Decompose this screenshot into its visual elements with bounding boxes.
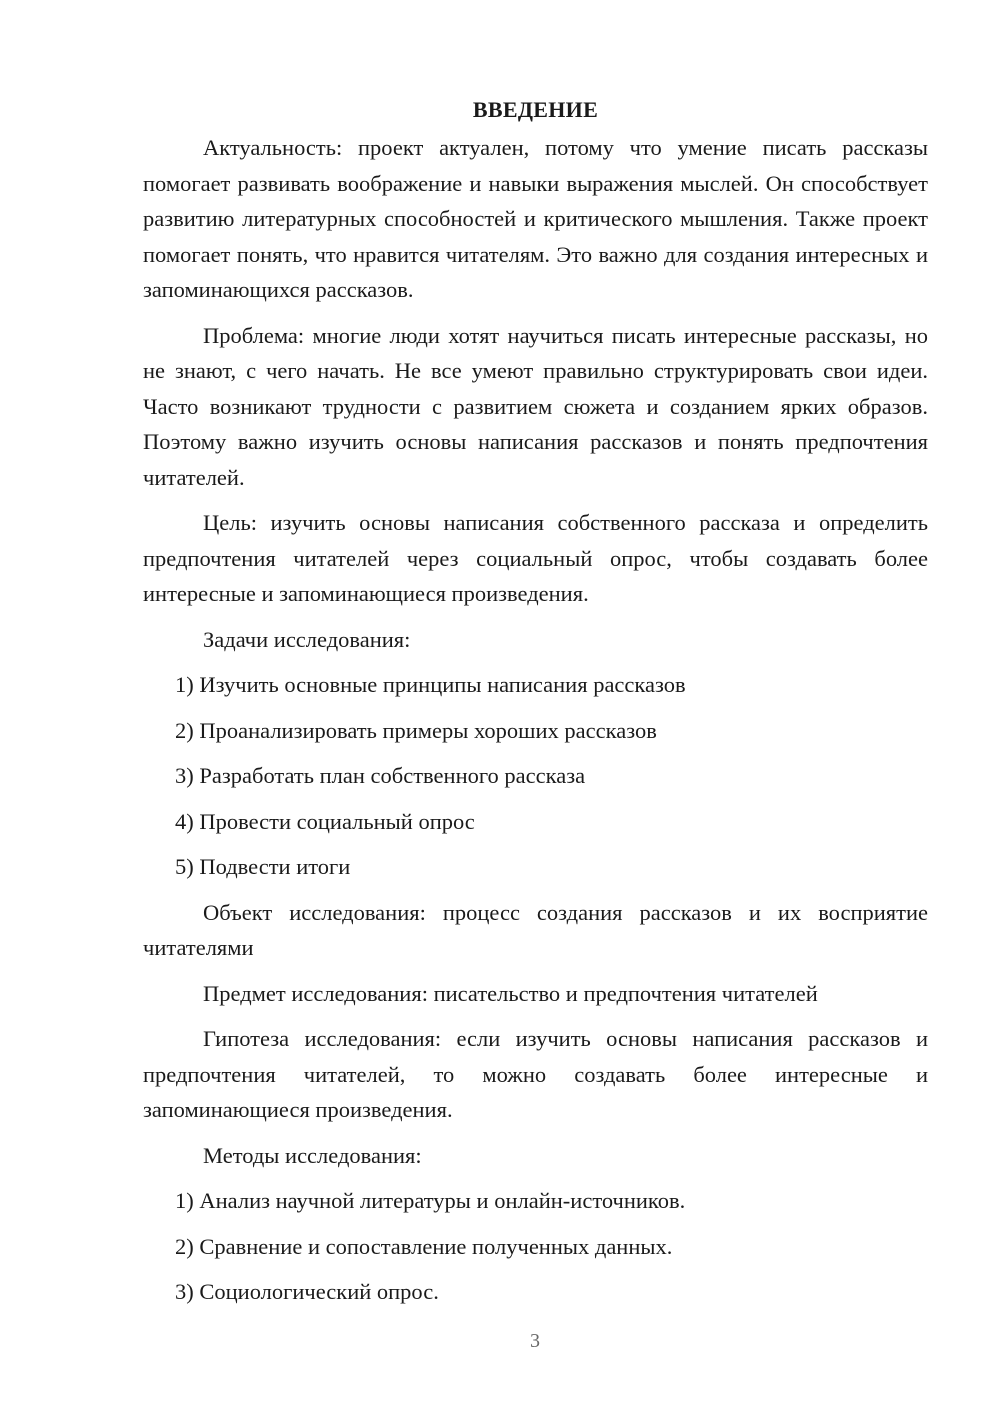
object-paragraph: Объект исследования: процесс создания рассказов и их восприятие читателями xyxy=(143,899,928,960)
list-item: 1) Изучить основные принципы написания рассказов xyxy=(175,672,686,697)
list-item: 1) Анализ научной литературы и онлайн-источников. xyxy=(175,1188,686,1213)
hypothesis-paragraph: Гипотеза исследования: если изучить основы написания рассказов и предпочтения читателей, то можно создавать более интересные и запоминающиеся произведения. xyxy=(143,1026,928,1122)
relevance-paragraph: Актуальность: проект актуален, потому что умение писать рассказы помогает развивать воображение и навыки выражения мыслей. Он способствует развитию литературных способностей и критического мышления. Также проект помогает понять, что нравится читателям. Это важно для создания интересных и запоминающихся рассказов. xyxy=(143,135,928,302)
subject-paragraph: Предмет исследования: писательство и предпочтения читателей xyxy=(203,980,818,1006)
list-item: 2) Проанализировать примеры хороших рассказов xyxy=(175,717,657,743)
methods-label: Методы исследования: xyxy=(203,1142,422,1168)
page-number: 3 xyxy=(530,1330,540,1352)
page-title: ВВЕДЕНИЕ xyxy=(472,97,599,122)
tasks-label: Задачи исследования: xyxy=(203,626,411,652)
list-item: 4) Провести социальный опрос xyxy=(175,808,475,834)
list-item: 2) Сравнение и сопоставление полученных данных. xyxy=(175,1233,673,1259)
list-item: 3) Разработать план собственного рассказа xyxy=(175,763,586,788)
list-item: 5) Подвести итоги xyxy=(175,854,351,879)
list-item: 3) Социологический опрос. xyxy=(175,1279,439,1304)
methods-list xyxy=(143,1183,928,1310)
goal-paragraph: Цель: изучить основы написания собственного рассказа и определить предпочтения читателей через социальный опрос, чтобы создавать более интересные и запоминающиеся произведения. xyxy=(143,510,928,606)
problem-paragraph: Проблема: многие люди хотят научиться писать интересные рассказы, но не знают, с чего начать. Не все умеют правильно структурировать свои идеи. Часто возникают трудности с развитием сюжета и созданием ярких образов. Поэтому важно изучить основы написания рассказов и понять предпочтения читателей. xyxy=(143,322,928,490)
tasks-list xyxy=(143,667,928,885)
document-page xyxy=(143,92,928,1320)
